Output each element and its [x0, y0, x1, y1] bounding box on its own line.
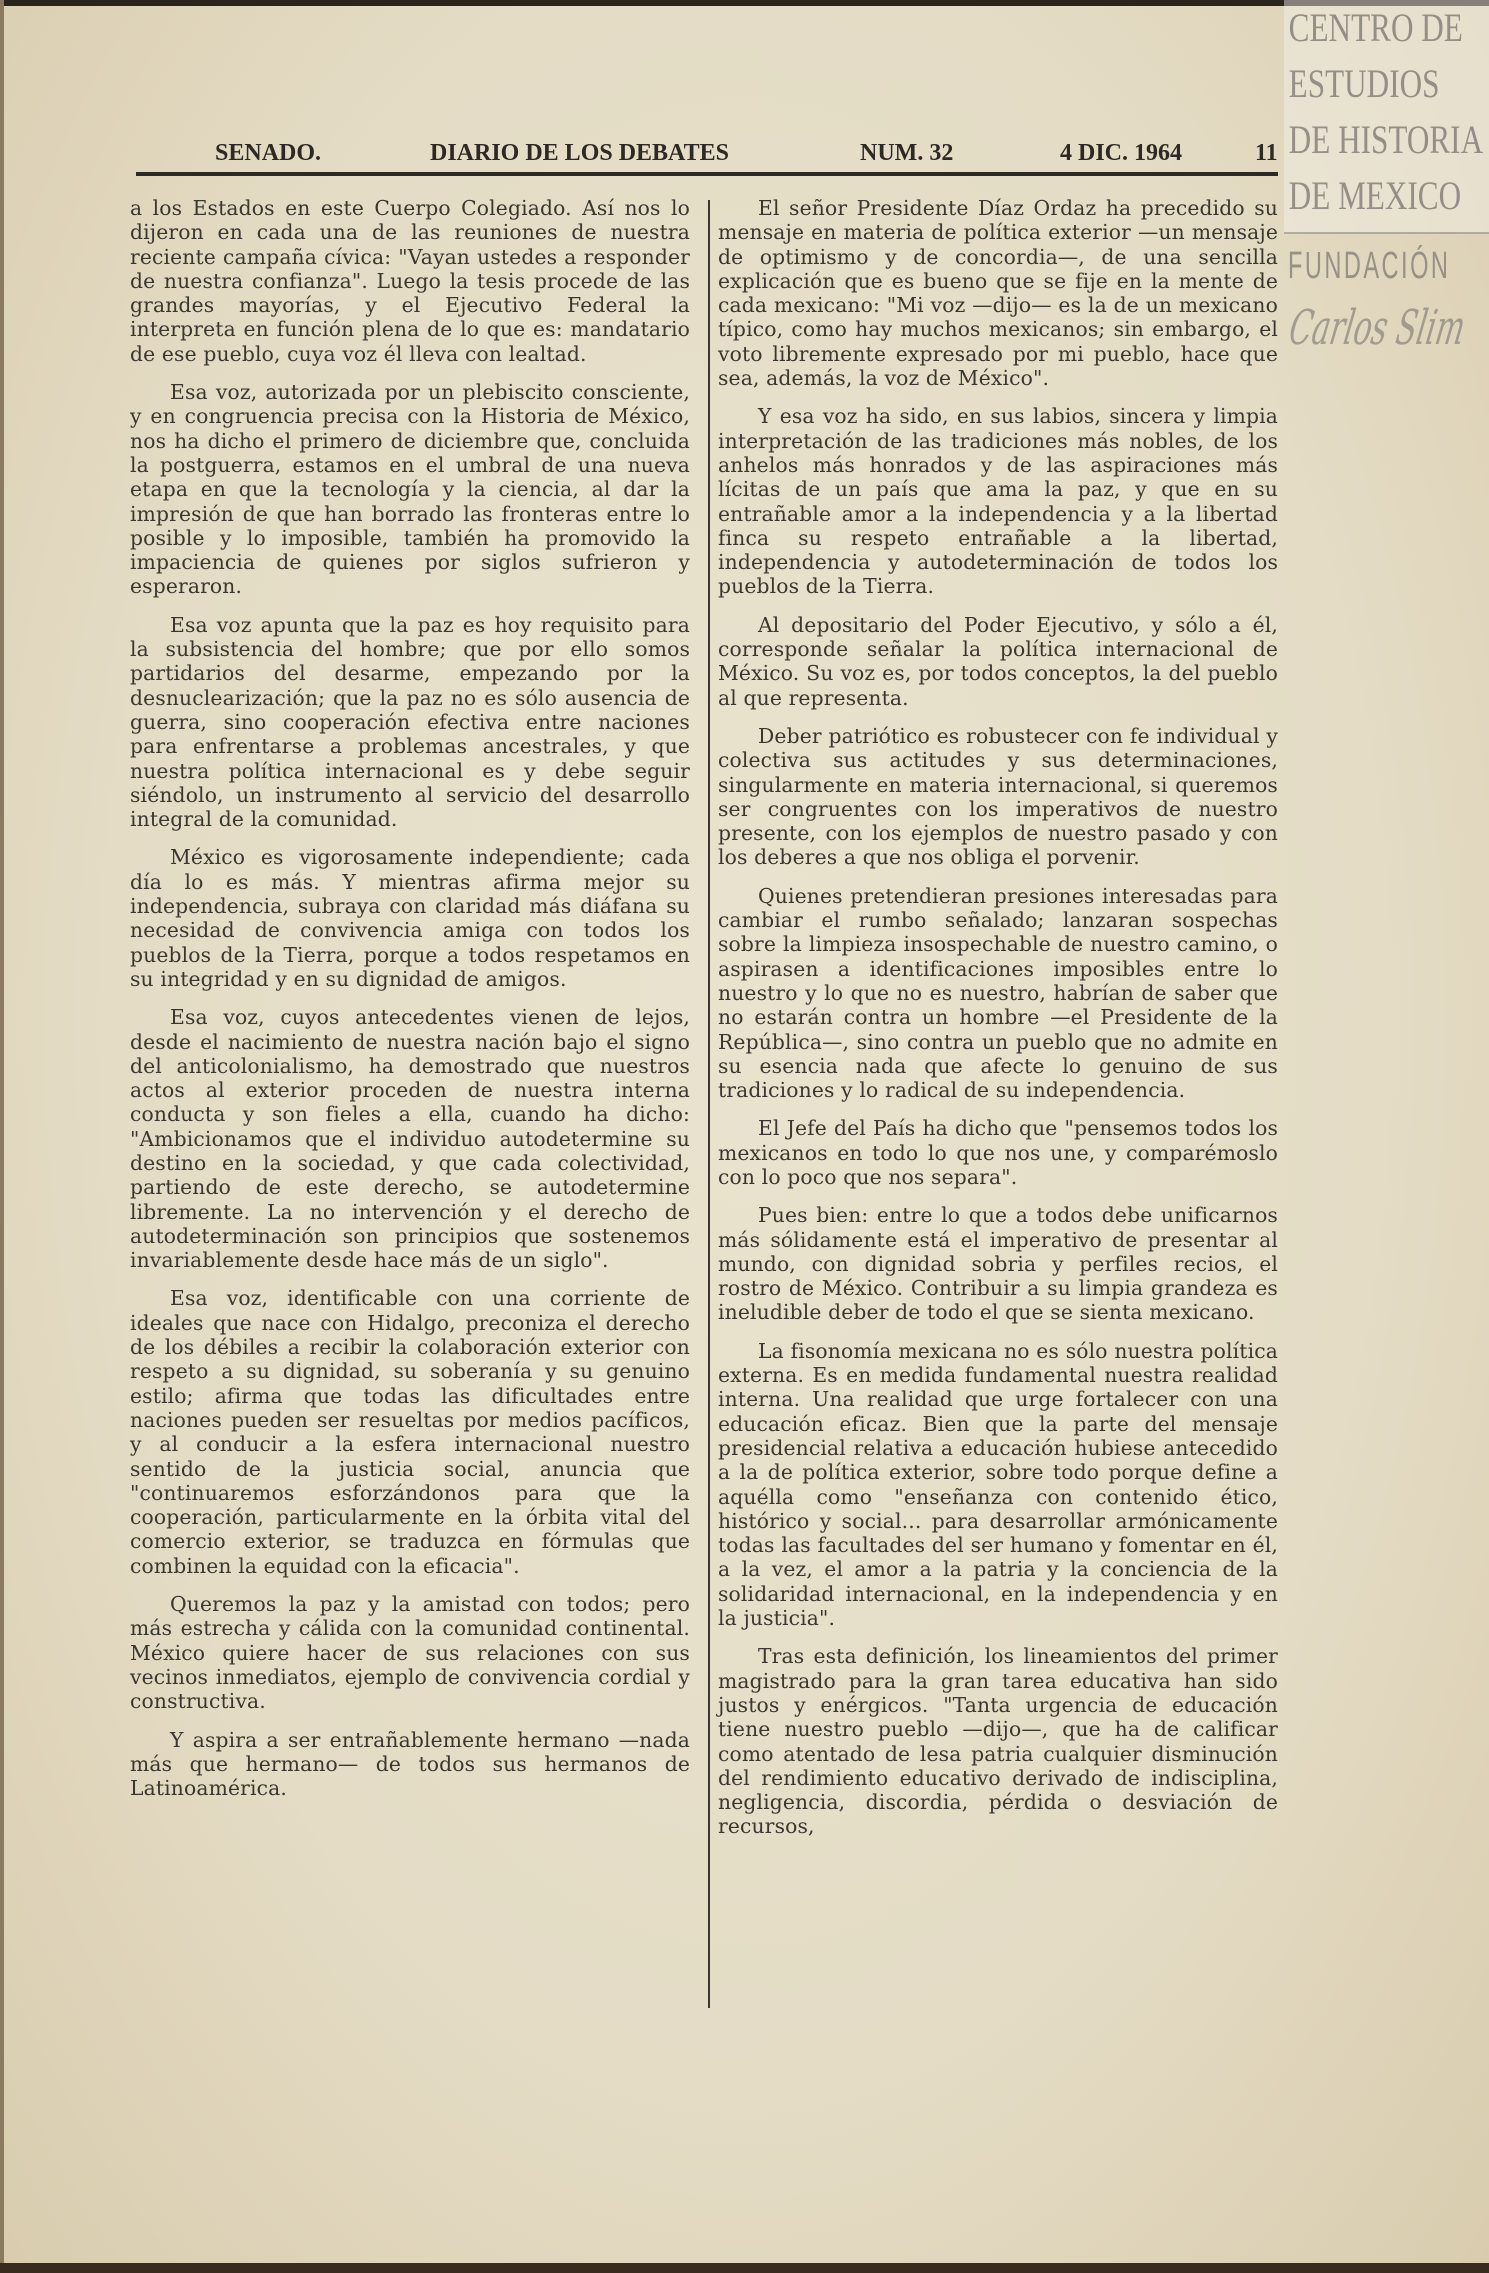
paragraph: Quienes pretendieran presiones interesadas para cambiar el rumbo señalado; lanzaran sospechas sobre la limpieza insospechable de nuestro camino, o aspirasen a identificaciones imposibles entre lo nuestro y lo que no es nuestro, habrían de saber que no estarán contra un hombre —el Presidente de la República—, sino contra un pueblo que no admite en su esencia nada que afecte lo genuino de sus tradiciones y lo radical de su independencia. [718, 883, 1278, 1103]
paragraph: Esa voz, identificable con una corriente de ideales que nace con Hidalgo, preconiza el derecho de los débiles a recibir la colaboración exterior con respeto a su dignidad, su soberanía y su genuino estilo; afirma que todas las dificultades entre naciones pueden ser resueltas por medios pacíficos, y al conducir a la esfera internacional nuestro sentido de la justicia social, anuncia que "continuaremos esforzándonos para que la cooperación, particularmente en la órbita vital del comercio exterior, se traduzca en fórmulas que combinen la equidad con la eficacia". [130, 1286, 690, 1578]
paragraph: Y esa voz ha sido, en sus labios, sincera y limpia interpretación de las tradiciones más nobles, de los anhelos más honrados y de las aspiraciones más lícitas de un país que ama la paz, y que en su entrañable amor a la independencia y a la libertad finca su respeto entrañable a la libertad, independencia y autodeterminación de todos los pueblos de la Tierra. [718, 404, 1278, 599]
watermark-line: DE HISTORIA [1288, 117, 1484, 162]
header-date: 4 DIC. 1964 [1060, 140, 1183, 166]
watermark-line: DE MEXICO [1288, 173, 1462, 218]
header-rule [136, 172, 1278, 176]
page-top-edge [0, 0, 1489, 6]
page-number: 11 [1255, 140, 1278, 166]
page-left-edge [0, 0, 4, 2273]
watermark-foundation: FUNDACIÓN [1288, 245, 1451, 287]
paragraph: Deber patriótico es robustecer con fe individual y colectiva sus actitudes y sus determinaciones, singularmente en materia internacional, si queremos ser congruentes con los imperativos de nuestro presente, con los ejemplos de nuestro pasado y con los deberes a que nos obliga el porvenir. [718, 723, 1278, 870]
paragraph: Esa voz, autorizada por un plebiscito consciente, y en congruencia precisa con la Historia de México, nos ha dicho el primero de diciembre que, concluida la postguerra, estamos en el umbral de una nueva etapa en que la tecnología y la ciencia, al dar la impresión de que han borrado las fronteras entre lo posible y lo imposible, también ha promovido la impaciencia de quienes por siglos sufrieron y esperaron. [130, 380, 690, 599]
header-section: SENADO. [215, 140, 322, 166]
running-header [215, 140, 1278, 174]
paragraph: El Jefe del País ha dicho que "pensemos todos los mexicanos en todo lo que nos une, y comparémoslo con lo poco que nos separa". [718, 1116, 1278, 1189]
paragraph: Tras esta definición, los lineamientos del primer magistrado para la gran tarea educativa han sido justos y enérgicos. "Tanta urgencia de educación tiene nuestro pueblo —dijo—, que ha de calificar como atentado de lesa patria cualquier disminución del rendimiento educativo derivado de indisciplina, negligencia, discordia, pérdida o desviación de recursos, [718, 1644, 1278, 1839]
header-issue: NUM. 32 [860, 140, 954, 166]
paragraph: Al depositario del Poder Ejecutivo, y sólo a él, corresponde señalar la política internacional de México. Su voz es, por todos conceptos, la del pueblo al que representa. [718, 612, 1278, 710]
watermark-line: ESTUDIOS [1288, 61, 1440, 106]
page-bottom-edge [0, 2263, 1489, 2273]
paragraph: El señor Presidente Díaz Ordaz ha precedido su mensaje en materia de política exterior —un mensaje de optimismo y de concordia—, de una sencilla explicación que es bueno que se fije en la mente de cada mexicano: "Mi voz —dijo— es la de un mexicano típico, como hay muchos mexicanos; sin embargo, el voto libremente expresado por mi pueblo, hace que sea, además, la voz de México". [718, 196, 1278, 391]
paragraph: Queremos la paz y la amistad con todos; pero más estrecha y cálida con la comunidad continental. México quiere hacer de sus relaciones con sus vecinos inmediatos, ejemplo de convivencia cordial y constructiva. [130, 1592, 690, 1714]
right-column [718, 196, 1278, 1853]
header-publication: DIARIO DE LOS DEBATES [430, 140, 729, 166]
paragraph: La fisonomía mexicana no es sólo nuestra política externa. Es en medida fundamental nuestra realidad interna. Una realidad que urge fortalecer con una educación eficaz. Bien que la parte del mensaje presidencial relativa a educación hubiese antecedido a la de política exterior, sobre todo porque define a aquélla como "enseñanza con contenido ético, histórico y social... para desarrollar armónicamente todas las facultades del ser humano y fomentar en él, a la vez, el amor a la patria y la conciencia de la solidaridad internacional, en la independencia y en la justicia". [718, 1338, 1278, 1631]
column-divider [708, 200, 710, 2008]
watermark-signature: Carlos Slim [1285, 300, 1470, 356]
paragraph: a los Estados en este Cuerpo Colegiado. Así nos lo dijeron en cada una de las reuniones de nuestra reciente campaña cívica: "Vayan ustedes a responder de nuestra confianza". Luego la tesis procede de las grandes mayorías, y el Ejecutivo Federal la interpreta en función plena de lo que es: mandatario de ese pueblo, cuya voz él lleva con lealtad. [130, 196, 690, 366]
left-column [130, 196, 690, 1814]
archive-watermark [1284, 0, 1489, 234]
paragraph: Esa voz apunta que la paz es hoy requisito para la subsistencia del hombre; que por ello somos partidarios del desarme, empezando por la desnuclearización; que la paz no es sólo ausencia de guerra, sino cooperación efectiva entre naciones para enfrentarse a problemas ancestrales, y que nuestra política internacional es y debe seguir siéndolo, un instrumento al servicio del desarrollo integral de la comunidad. [130, 612, 690, 832]
paragraph: Esa voz, cuyos antecedentes vienen de lejos, desde el nacimiento de nuestra nación bajo el signo del anticolonialismo, ha demostrado que nuestros actos al exterior proceden de nuestra interna conducta y son fieles a ella, cuando ha dicho: "Ambicionamos que el individuo autodetermine su destino en la sociedad, y que cada colectividad, partiendo de este derecho, se autodetermine libremente. La no intervención y el derecho de autodeterminación son principios que sostenemos invariablemente desde hace más de un siglo". [130, 1005, 690, 1273]
watermark-line: CENTRO DE [1288, 5, 1463, 50]
paragraph: México es vigorosamente independiente; cada día lo es más. Y mientras afirma mejor su independencia, subraya con claridad más diáfana su necesidad de convivencia amiga con todos los pueblos de la Tierra, porque a todos respetamos en su integridad y en su dignidad de amigos. [130, 845, 690, 991]
paragraph: Pues bien: entre lo que a todos debe unificarnos más sólidamente está el imperativo de presentar al mundo, con dignidad sobria y perfiles recios, el rostro de México. Contribuir a su limpia grandeza es ineludible deber de todo el que se sienta mexicano. [718, 1203, 1278, 1325]
paragraph: Y aspira a ser entrañablemente hermano —nada más que hermano— de todos sus hermanos de Latinoamérica. [130, 1727, 690, 1801]
